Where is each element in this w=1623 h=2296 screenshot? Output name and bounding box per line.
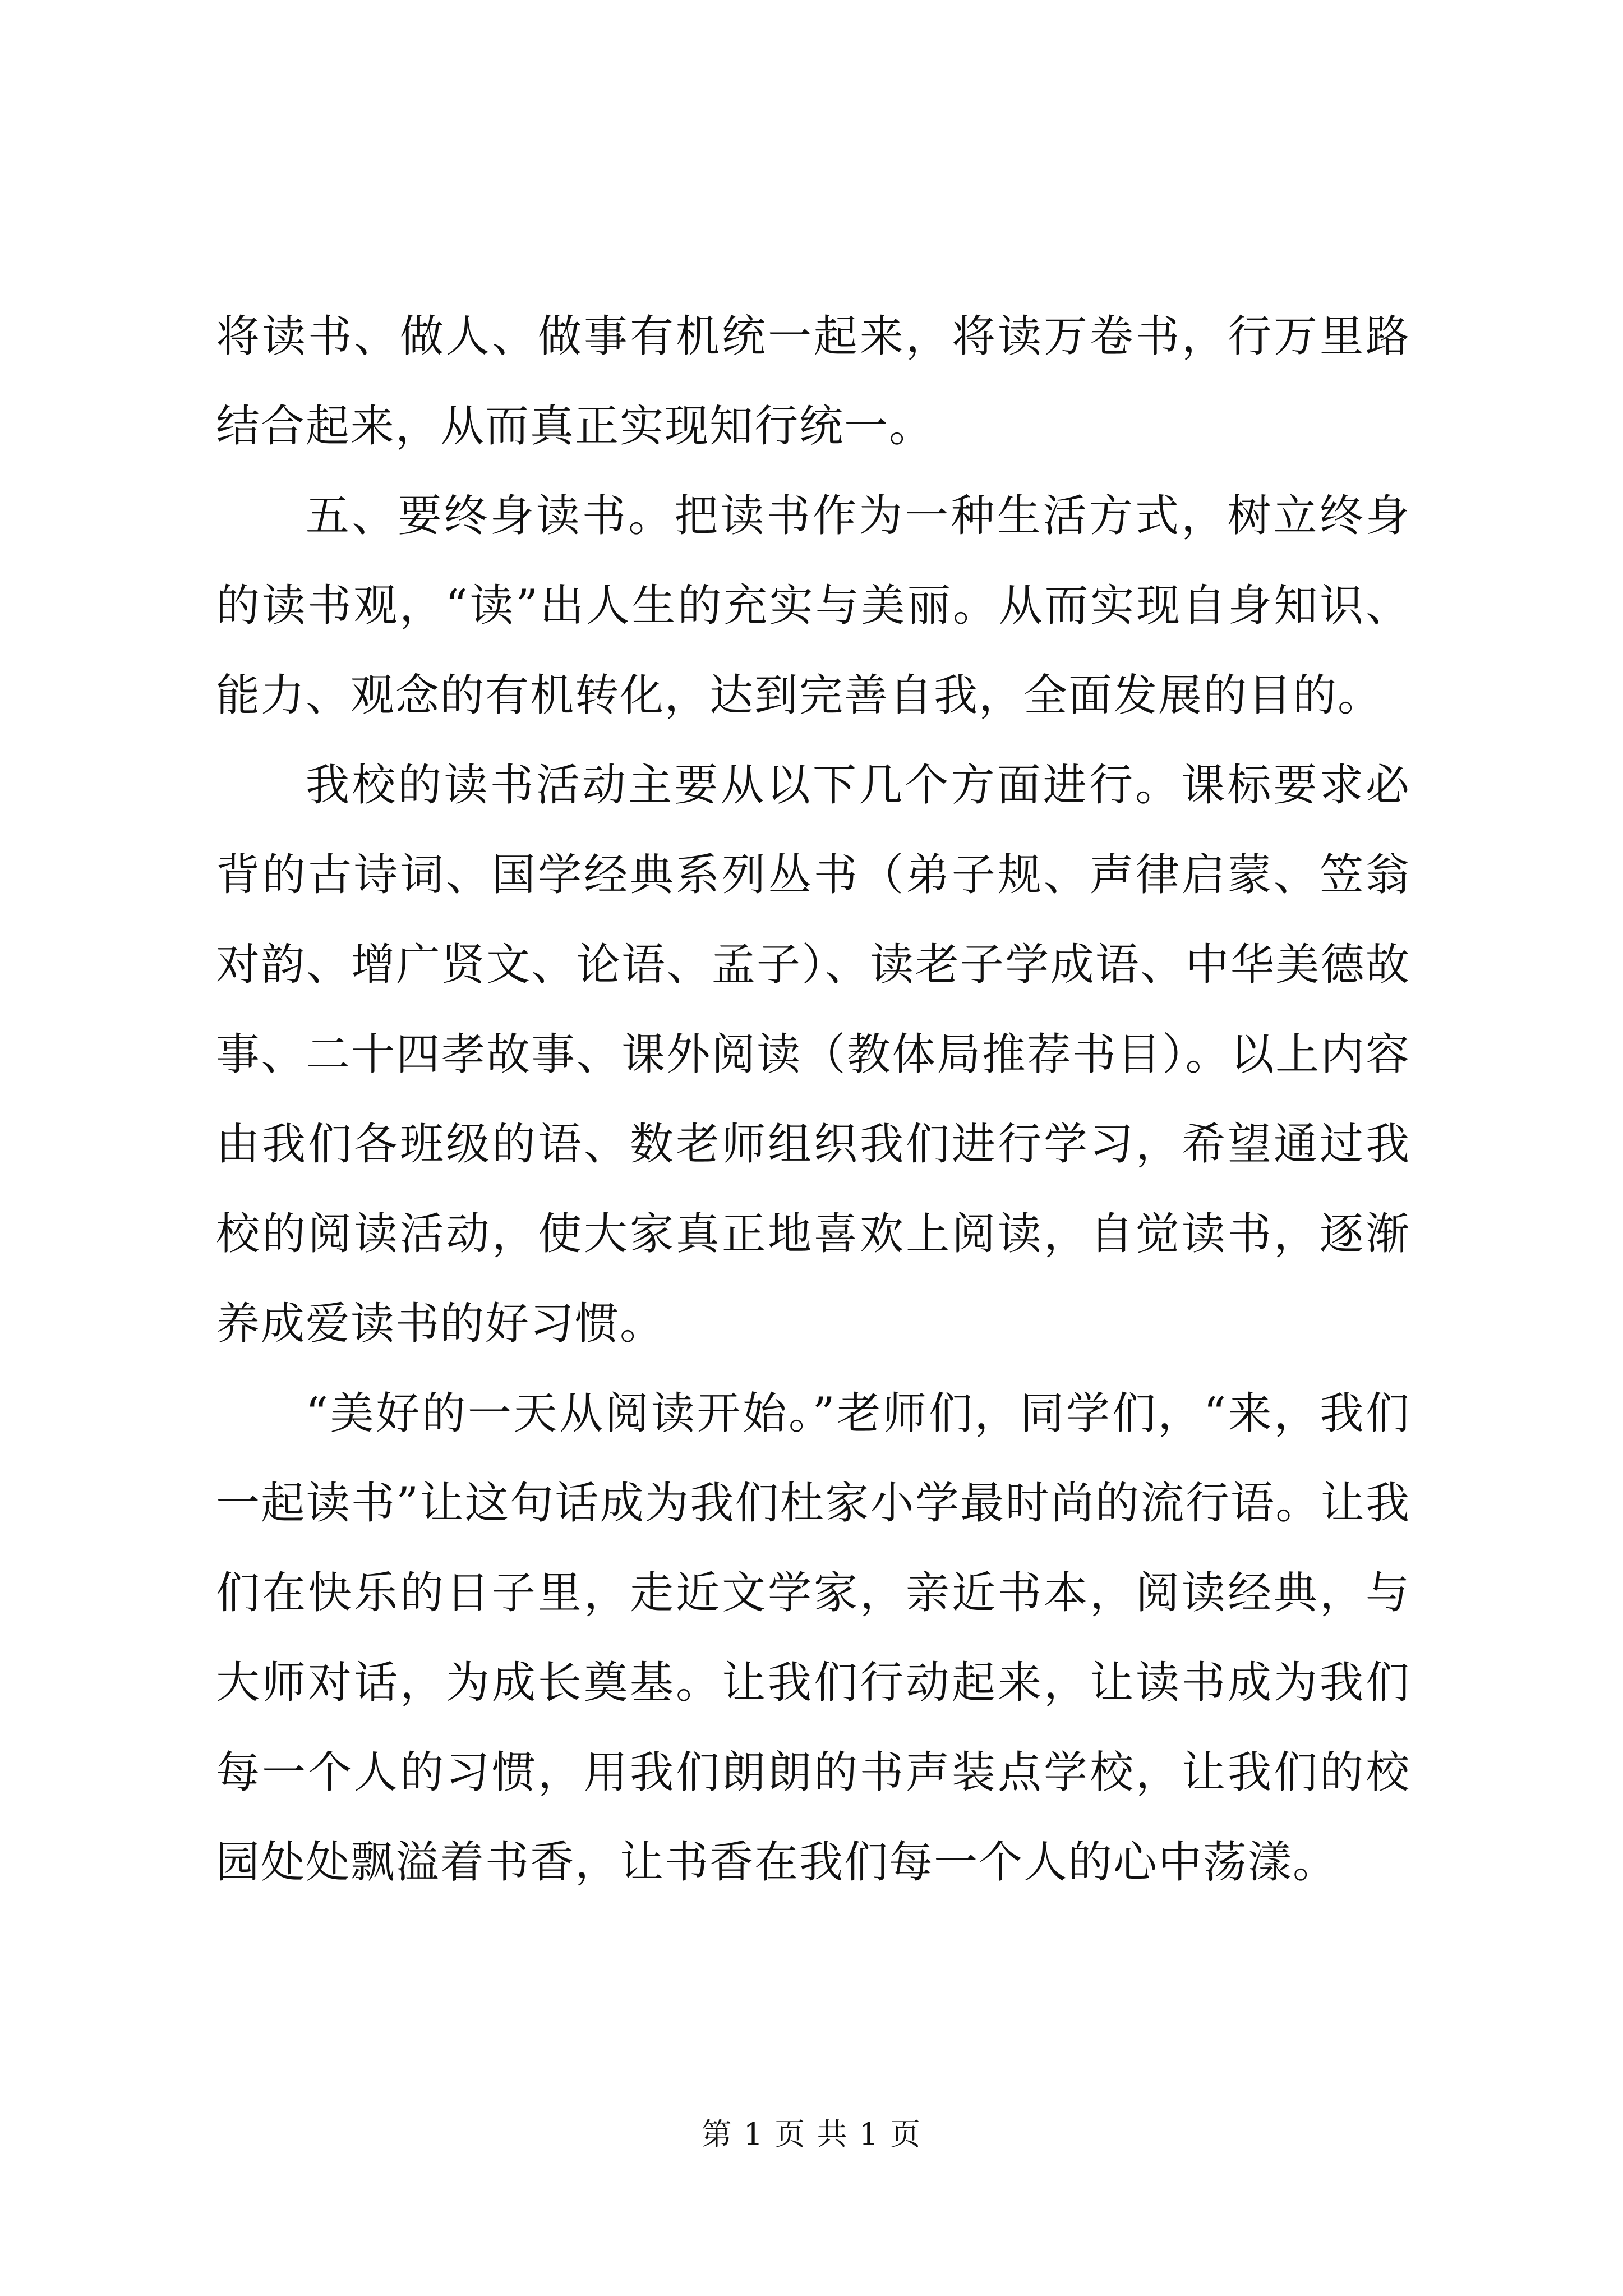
paragraph-lifelong-reading: 五、要终身读书。把读书作为一种生活方式，树立终身的读书观，“读”出人生的充实与美丽。从而实现自身知识、能力、观念的有机转化，达到完善自我，全面发展的目的。 xyxy=(216,491,1410,721)
paragraph-continuation: 将读书、做人、做事有机统一起来，将读万卷书，行万里路结合起来，从而真正实现知行统一。 xyxy=(216,311,1410,452)
page-footer: 第 1 页 共 1 页 xyxy=(701,2116,922,2152)
document-body xyxy=(216,292,1410,1907)
paragraph-reading-activities: 我校的读书活动主要从以下几个方面进行。课标要求必背的古诗词、国学经典系列丛书（弟子规、声律启蒙、笠翁对韵、增广贤文、论语、孟子）、读老子学成语、中华美德故事、二十四孝故事、课外阅读（教体局推荐书目）。以上内容由我们各班级的语、数老师组织我们进行学习，希望通过我校的阅读活动，使大家真正地喜欢上阅读，自觉读书，逐渐养成爱读书的好习惯。 xyxy=(216,760,1410,1349)
paragraph-closing: “美好的一天从阅读开始。”老师们，同学们，“来，我们一起读书”让这句话成为我们杜家小学最时尚的流行语。让我们在快乐的日子里，走近文学家，亲近书本，阅读经典，与大师对话，为成长奠基。让我们行动起来，让读书成为我们每一个人的习惯，用我们朗朗的书声装点学校，让我们的校园处处飘溢着书香，让书香在我们每一个人的心中荡漾。 xyxy=(216,1388,1410,1888)
